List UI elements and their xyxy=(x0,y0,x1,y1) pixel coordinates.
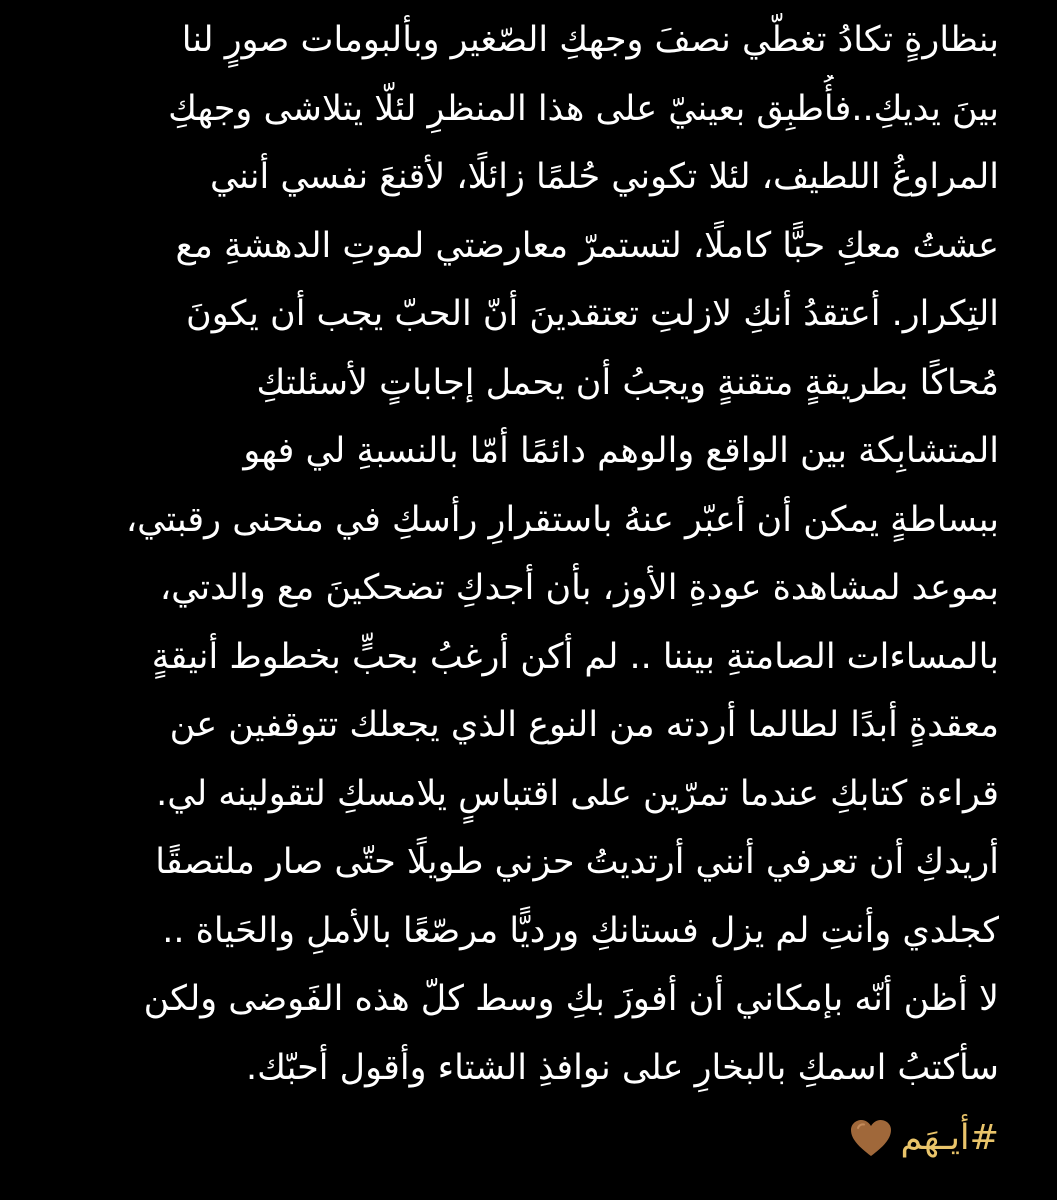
brown-heart-icon xyxy=(849,1118,893,1158)
poem-text xyxy=(72,6,999,1102)
text-line: ببساطةٍ يمكن أن أعبّر عنهُ باستقرارِ رأسكِ في منحنى رقبتي، xyxy=(125,499,999,540)
text-line: سأكتبُ اسمكِ بالبخارِ على نوافذِ الشتاء وأقول أحبّك. xyxy=(245,1047,999,1088)
text-line: بنظارةٍ تكادُ تغطّي نصفَ وجهكِ الصّغير وبألبومات صورٍ لنا xyxy=(181,20,999,60)
text-line: المتشابِكة بين الواقع والوهم دائمًا أمّا بالنسبةِ لي فهو xyxy=(243,431,999,471)
text-line: بالمساءات الصامتةِ بيننا .. لم أكن أرغبُ بحبٍّ بخطوط أنيقةٍ xyxy=(151,636,999,677)
text-line: كجلدي وأنتِ لم يزل فستانكِ ورديًّا مرصّعًا بالأملِ والحَياة .. xyxy=(162,910,999,951)
hashtag-link[interactable]: #أيـهَم xyxy=(900,1118,999,1158)
text-line: معقدةٍ أبدًا لطالما أردته من النوع الذي يجعلك تتوقفين عن xyxy=(169,705,999,745)
text-line: التِكرار. أعتقدُ أنكِ لازلتِ تعتقدينَ أنّ الحبّ يجب أن يكونَ xyxy=(186,294,999,334)
text-line: قراءة كتابكِ عندما تمرّين على اقتباسٍ يلامسكِ لتقولينه لي. xyxy=(156,773,999,814)
text-line: بينَ يديكِ..فأُطبِق بعينيّ على هذا المنظرِ لئلّا يتلاشى وجهكِ xyxy=(168,88,999,129)
text-line: لا أظن أنّه بإمكاني أن أفوزَ بكِ وسط كلّ هذه الفَوضى ولكن xyxy=(143,979,999,1019)
text-line: مُحاكًا بطريقةٍ متقنةٍ ويجبُ أن يحمل إجاباتٍ لأسئلتكِ xyxy=(256,362,999,403)
signature-row xyxy=(849,1108,999,1168)
text-line: أريدكِ أن تعرفي أنني أرتديتُ حزني طويلًا حتّى صار ملتصقًا xyxy=(155,842,999,882)
text-line: عشتُ معكِ حبًّا كاملًا، لتستمرّ معارضتي لموتِ الدهشةِ مع xyxy=(175,225,999,266)
text-line: المراوغُ اللطيف، لئلا تكوني حُلمًا زائلًا، لأقنعَ نفسي أنني xyxy=(210,157,999,197)
text-line: بموعد لمشاهدة عودةِ الأوز، بأن أجدكِ تضحكينَ مع والدتي، xyxy=(159,568,999,608)
